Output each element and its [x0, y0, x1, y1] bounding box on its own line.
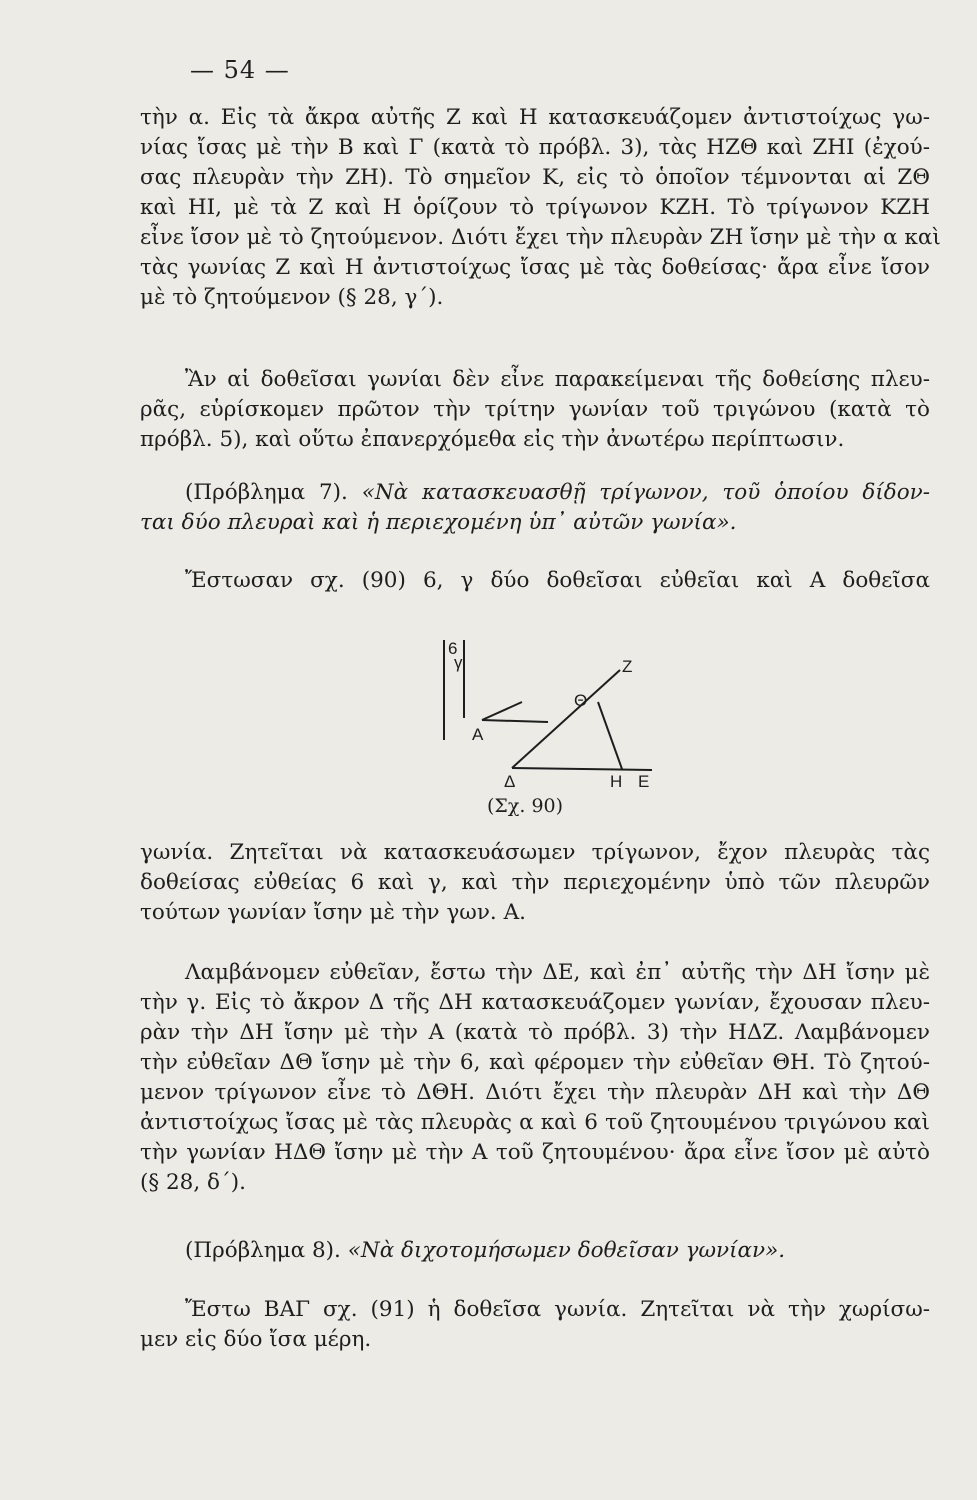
figure-caption: (Σχ. 90) — [487, 795, 564, 817]
problem-text: «Νὰ διχοτομήσωμεν δοθεῖσαν γωνίαν». — [347, 1238, 786, 1263]
text-line: Ἔστω ΒΑΓ σχ. (91) ἡ δοθεῖσα γωνία. Ζητεῖται νὰ τὴν χωρίσω- — [185, 1297, 930, 1322]
line-de — [512, 768, 652, 770]
problem-8-statement — [140, 1236, 930, 1266]
text-line: τὴν α. Εἰς τὰ ἄκρα αὐτῆς Ζ καὶ Η κατασκευάζομεν ἀντιστοίχως γω- — [140, 105, 930, 130]
text-line: μενον τρίγωνον εἶνε τὸ ΔΘΗ. Διότι ἔχει τὴν πλευρὰν ΔΗ καὶ τὴν ΔΘ — [140, 1080, 930, 1105]
angle-a-upper-ray — [482, 702, 522, 720]
text-line: δοθείσας εὐθείας 6 καὶ γ, καὶ τὴν περιεχομένην ὑπὸ τῶν πλευρῶν — [140, 870, 930, 895]
text-line — [140, 478, 930, 508]
text-line: μεν εἰς δύο ἴσα μέρη. — [140, 1327, 372, 1352]
angle-a-lower-ray — [482, 720, 548, 722]
paragraph-5 — [140, 838, 930, 928]
geometry-diagram — [430, 630, 670, 800]
text-line: ρᾶς, εὑρίσκομεν πρῶτον τὴν τρίτην γωνίαν τοῦ τριγώνου (κατὰ τὸ — [140, 397, 930, 422]
text-line: (§ 28, δ΄). — [140, 1170, 246, 1195]
text-line: τούτων γωνίαν ἴσην μὲ τὴν γων. Α. — [140, 900, 526, 925]
label-z: Z — [622, 657, 633, 676]
label-th: Θ — [574, 691, 588, 710]
paragraph-6 — [140, 958, 930, 1198]
label-g: γ — [454, 653, 463, 672]
text-line — [140, 1236, 930, 1266]
text-line: γωνία. Ζητεῖται νὰ κατασκευάσωμεν τρίγωνον, ἔχον πλευρὰς τὰς — [140, 840, 930, 865]
text-line: ἀντιστοίχως ἴσας μὲ τὰς πλευρὰς α καὶ 6 τοῦ ζητουμένου τριγώνου καὶ — [140, 1110, 930, 1135]
paragraph-4 — [140, 566, 930, 596]
text-line: καὶ ΗΙ, μὲ τὰ Ζ καὶ Η ὁρίζουν τὸ τρίγωνον ΚΖΗ. Τὸ τρίγωνον ΚΖΗ — [140, 195, 930, 220]
text-line: εἶνε ἴσον μὲ τὸ ζητούμενον. Διότι ἔχει τὴν πλευρὰν ΖΗ ἴσην μὲ τὴν α καὶ — [140, 225, 941, 250]
paragraph-1 — [140, 103, 941, 313]
paragraph-2 — [140, 365, 930, 455]
text-line: τὴν εὐθεῖαν ΔΘ ἴσην μὲ τὴν 6, καὶ φέρομεν τὴν εὐθεῖαν ΘΗ. Τὸ ζητού- — [140, 1050, 930, 1075]
text-line: Ἔστωσαν σχ. (90) 6, γ δύο δοθεῖσαι εὐθεῖαι καὶ Α δοθεῖσα — [185, 568, 930, 593]
label-h: H — [610, 772, 623, 791]
text-line: τὴν γωνίαν ΗΔΘ ἴσην μὲ τὴν Α τοῦ ζητουμένου· ἄρα εἶνε ἴσον μὲ αὐτὸ — [140, 1140, 930, 1165]
text-line: μὲ τὸ ζητούμενον (§ 28, γ΄). — [140, 285, 444, 310]
problem-number: (Πρόβλημα 7). — [185, 480, 348, 505]
text-line: τὰς γωνίας Ζ καὶ Η ἀντιστοίχως ἴσας μὲ τὰς δοθείσας· ἄρα εἶνε ἴσον — [140, 255, 930, 280]
text-line: νίας ἴσας μὲ τὴν Β καὶ Γ (κατὰ τὸ πρόβλ. 3), τὰς ΗΖΘ καὶ ΖΗΙ (ἐχού- — [140, 135, 930, 160]
figure-90 — [430, 630, 670, 800]
problem-text: «Νὰ κατασκευασθῇ τρίγωνον, τοῦ ὁποίου δίδον- — [361, 480, 930, 505]
text-line: πρόβλ. 5), καὶ οὕτω ἐπανερχόμεθα εἰς τὴν ἀνωτέρω περίπτωσιν. — [140, 427, 845, 452]
problem-7-statement — [140, 478, 930, 538]
label-e: E — [638, 772, 650, 791]
label-d: Δ — [504, 772, 516, 791]
label-a: A — [472, 725, 484, 744]
text-line: Ἂν αἱ δοθεῖσαι γωνίαι δὲν εἶνε παρακείμεναι τῆς δοθείσης πλευ- — [185, 367, 930, 392]
text-line: ρὰν τὴν ΔΗ ἴσην μὲ τὴν Α (κατὰ τὸ πρόβλ. 3) τὴν ΗΔΖ. Λαμβάνομεν — [140, 1020, 930, 1045]
problem-number: (Πρόβλημα 8). — [185, 1238, 341, 1263]
page-number: — 54 — — [190, 56, 290, 84]
text-line: Λαμβάνομεν εὐθεῖαν, ἔστω τὴν ΔΕ, καὶ ἐπ᾿ αὐτῆς τὴν ΔΗ ἴσην μὲ — [185, 960, 930, 985]
line-th-h — [598, 702, 622, 769]
paragraph-8 — [140, 1295, 930, 1355]
label-b: 6 — [448, 639, 458, 658]
text-line: σας πλευρὰν τὴν ΖΗ). Τὸ σημεῖον Κ, εἰς τὸ ὁποῖον τέμνονται αἱ ΖΘ — [140, 165, 930, 190]
text-line: ται δύο πλευραὶ καὶ ἡ περιεχομένη ὑπ᾿ αὐτῶν γωνία». — [140, 510, 737, 535]
text-line: τὴν γ. Εἰς τὸ ἄκρον Δ τῆς ΔΗ κατασκευάζομεν γωνίαν, ἔχουσαν πλευ- — [140, 990, 930, 1015]
